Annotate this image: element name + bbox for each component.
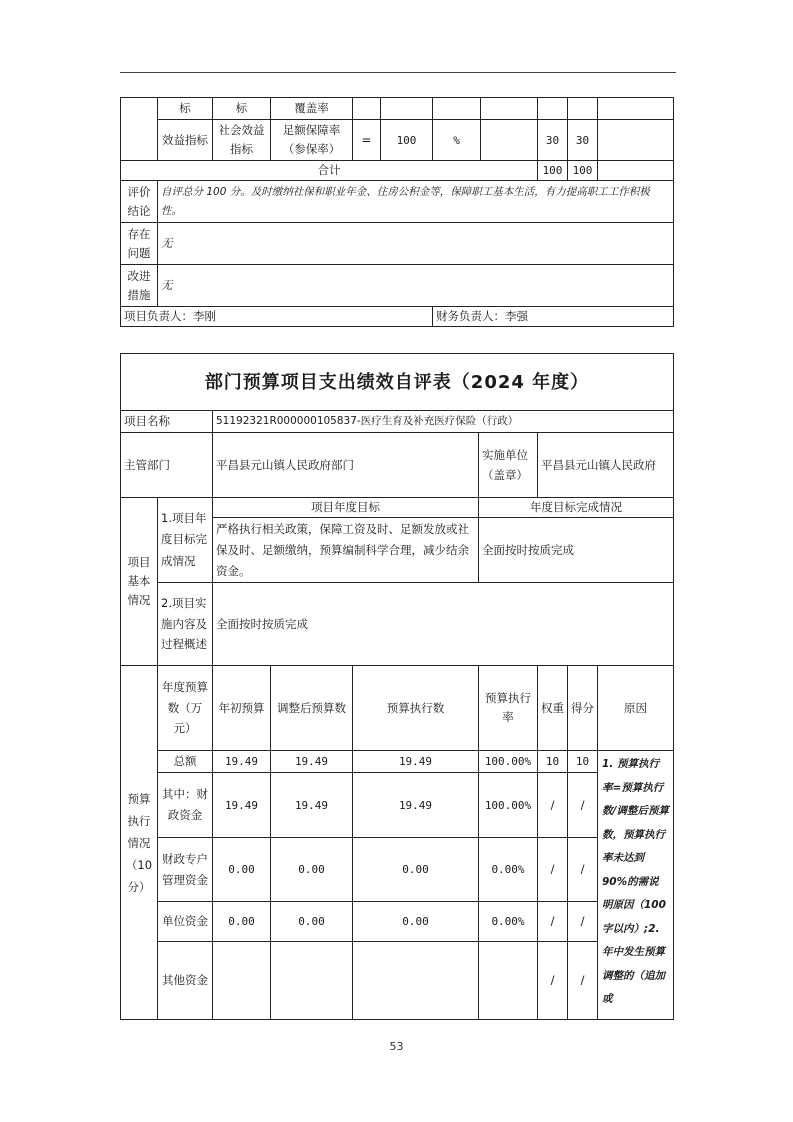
title-row <box>121 354 674 411</box>
previous-evaluation-table <box>120 97 674 327</box>
evaluation-label: 评价结论 <box>121 181 158 223</box>
weight: / <box>538 902 568 942</box>
score: / <box>568 773 598 838</box>
adjusted-budget: 0.00 <box>271 902 353 942</box>
operator <box>353 98 381 120</box>
completion-header: 年度目标完成情况 <box>479 498 674 518</box>
budget-row <box>121 838 674 902</box>
total-label: 合计 <box>121 161 538 181</box>
budget-header-row <box>121 666 674 751</box>
initial-budget <box>213 942 271 1020</box>
level1-indicator: 效益指标 <box>158 120 213 161</box>
executed-budget: 0.00 <box>353 902 479 942</box>
signature-row <box>121 307 674 327</box>
execution-rate: 100.00% <box>479 751 538 773</box>
weight: / <box>538 838 568 902</box>
total-score: 100 <box>568 161 598 181</box>
department-row <box>121 433 674 498</box>
total-weight: 100 <box>538 161 568 181</box>
budget-label: 预算执行情况（10分） <box>121 666 158 1020</box>
indicator-row <box>121 120 674 161</box>
score <box>568 98 598 120</box>
evaluation-text: 自评总分 100 分。及时缴纳社保和职业年金、住房公积金等，保障职工基本生活，有力提高职工工作积极性。 <box>158 181 674 223</box>
goal-text: 严格执行相关政策，保障工资及时、足额发放或社保及时、足额缴纳，预算编制科学合理，减少结余资金。 <box>213 518 479 583</box>
budget-header-reason: 原因 <box>598 666 674 751</box>
goal-header-row <box>121 498 674 518</box>
score: / <box>568 838 598 902</box>
operator: = <box>353 120 381 161</box>
adjusted-budget: 19.49 <box>271 751 353 773</box>
level3-indicator: 足额保障率（参保率） <box>271 120 353 161</box>
table-title: 部门预算项目支出绩效自评表（2024 年度） <box>121 354 674 411</box>
adjusted-budget: 0.00 <box>271 838 353 902</box>
executed-budget: 19.49 <box>353 773 479 838</box>
completion-text: 全面按时按质完成 <box>479 518 674 583</box>
note <box>598 98 674 120</box>
budget-row <box>121 902 674 942</box>
dept-label: 主管部门 <box>121 433 213 498</box>
budget-header-executed: 预算执行数 <box>353 666 479 751</box>
executed-budget: 19.49 <box>353 751 479 773</box>
basic-info-label: 项目基本情况 <box>121 498 158 666</box>
budget-row <box>121 773 674 838</box>
actual-value <box>481 120 538 161</box>
level1-indicator: 标 <box>158 98 213 120</box>
header-rule <box>120 72 676 73</box>
implementation-row <box>121 583 674 666</box>
initial-budget: 0.00 <box>213 902 271 942</box>
budget-header-score: 得分 <box>568 666 598 751</box>
executed-budget: 0.00 <box>353 838 479 902</box>
target-value: 100 <box>381 120 433 161</box>
budget-header-initial: 年初预算 <box>213 666 271 751</box>
project-name-label: 项目名称 <box>121 411 213 433</box>
fund-name: 总额 <box>158 751 213 773</box>
performance-self-evaluation-table <box>120 353 674 1020</box>
target-value <box>381 98 433 120</box>
fund-name: 单位资金 <box>158 902 213 942</box>
execution-rate <box>479 942 538 1020</box>
initial-budget: 0.00 <box>213 838 271 902</box>
reason-text: 1. 预算执行率=预算执行数/调整后预算数，预算执行率未达到 90%的需说明原因（100 字以内）;2. 年中发生预算调整的（追加或 <box>598 751 674 1020</box>
level3-indicator: 覆盖率 <box>271 98 353 120</box>
unit: % <box>433 120 481 161</box>
score: / <box>568 942 598 1020</box>
note <box>598 120 674 161</box>
budget-header-weight: 权重 <box>538 666 568 751</box>
impl-label: 2.项目实施内容及过程概述 <box>158 583 213 666</box>
goal-label: 1.项目年度目标完成情况 <box>158 498 213 583</box>
project-leader: 项目负责人：李刚 <box>121 307 433 327</box>
problems-text: 无 <box>158 223 674 265</box>
adjusted-budget: 19.49 <box>271 773 353 838</box>
improvements-label: 改进措施 <box>121 265 158 307</box>
indicator-row <box>121 98 674 120</box>
budget-header-rate: 预算执行率 <box>479 666 538 751</box>
evaluation-row <box>121 181 674 223</box>
goal-header: 项目年度目标 <box>213 498 479 518</box>
budget-header-annual: 年度预算数（万元） <box>158 666 213 751</box>
weight: 30 <box>538 120 568 161</box>
budget-header-adjusted: 调整后预算数 <box>271 666 353 751</box>
weight: / <box>538 773 568 838</box>
actual-value <box>481 98 538 120</box>
adjusted-budget <box>271 942 353 1020</box>
level2-indicator: 社会效益指标 <box>213 120 271 161</box>
score: / <box>568 902 598 942</box>
budget-row <box>121 942 674 1020</box>
problems-label: 存在问题 <box>121 223 158 265</box>
improvements-text: 无 <box>158 265 674 307</box>
initial-budget: 19.49 <box>213 751 271 773</box>
unit <box>433 98 481 120</box>
fund-name: 其他资金 <box>158 942 213 1020</box>
finance-leader: 财务负责人：李强 <box>433 307 674 327</box>
score: 10 <box>568 751 598 773</box>
executed-budget <box>353 942 479 1020</box>
total-row <box>121 161 674 181</box>
impl-text: 全面按时按质完成 <box>213 583 674 666</box>
project-name: 51192321R000000105837-医疗生育及补充医疗保险（行政） <box>213 411 674 433</box>
weight <box>538 98 568 120</box>
improvements-row <box>121 265 674 307</box>
page-number: 53 <box>389 1040 404 1053</box>
dept-value: 平昌县元山镇人民政府部门 <box>213 433 479 498</box>
fund-name: 财政专户管理资金 <box>158 838 213 902</box>
impl-unit-value: 平昌县元山镇人民政府 <box>538 433 674 498</box>
weight: 10 <box>538 751 568 773</box>
problems-row <box>121 223 674 265</box>
blank-cell <box>121 98 158 161</box>
project-name-row <box>121 411 674 433</box>
level2-indicator: 标 <box>213 98 271 120</box>
execution-rate: 0.00% <box>479 902 538 942</box>
execution-rate: 0.00% <box>479 838 538 902</box>
fund-name: 其中：财政资金 <box>158 773 213 838</box>
initial-budget: 19.49 <box>213 773 271 838</box>
weight: / <box>538 942 568 1020</box>
impl-unit-label: 实施单位（盖章） <box>479 433 538 498</box>
execution-rate: 100.00% <box>479 773 538 838</box>
budget-row <box>121 751 674 773</box>
total-note <box>598 161 674 181</box>
score: 30 <box>568 120 598 161</box>
